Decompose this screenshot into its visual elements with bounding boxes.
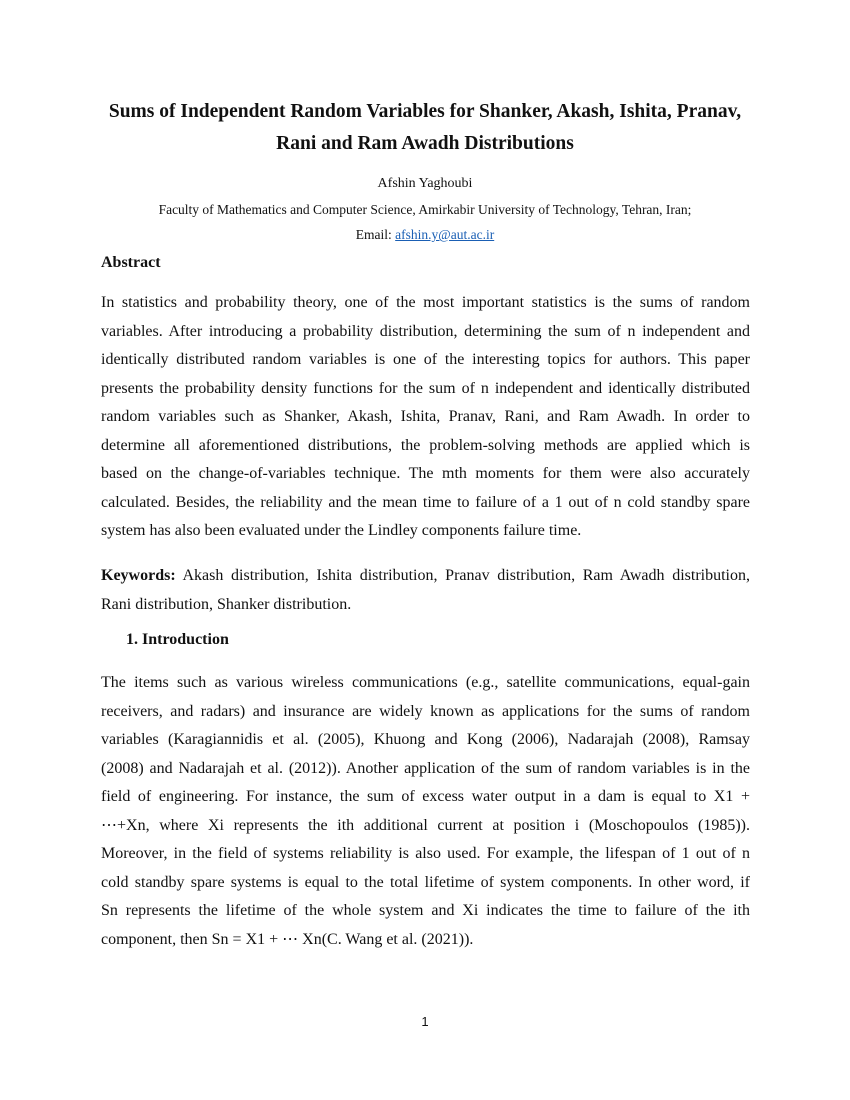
intro-line: field of engineering. For instance, the sum of excess water output in a dam is equal to X1 + xyxy=(101,788,750,805)
author-name: Afshin Yaghoubi xyxy=(377,176,473,191)
intro-line: cold standby spare systems is equal to the total lifetime of system components. In other word, if xyxy=(101,873,750,891)
intro-line: receivers, and radars) and insurance are widely known as applications for the sums of random xyxy=(101,702,750,720)
abstract-line: determine all aforementioned distributions, the problem-solving methods are applied which is xyxy=(101,436,750,454)
intro-line: variables (Karagiannidis et al. (2005), Khuong and Kong (2006), Nadarajah (2008), Ramsay xyxy=(101,731,750,748)
keywords-text-2: Rani distribution, Shanker distribution. xyxy=(101,595,352,613)
paper-title xyxy=(60,96,790,160)
intro-line: Moreover, in the field of systems reliability is also used. For example, the lifespan of 1 out of n xyxy=(101,845,750,862)
keywords xyxy=(101,562,750,619)
abstract-line: based on the change-of-variables technique. The mth moments for them were also accurately xyxy=(101,465,750,482)
abstract-line: system has also been evaluated under the Lindley components failure time. xyxy=(101,522,582,539)
abstract-heading: Abstract xyxy=(101,254,161,271)
author-affiliation: Faculty of Mathematics and Computer Science, Amirkabir University of Technology, Tehran, Iran; xyxy=(158,202,692,217)
email-label: Email: xyxy=(355,227,396,242)
title-line-2: Rani and Ram Awadh Distributions xyxy=(276,133,574,154)
abstract-line: presents the probability density functions for the sum of n independent and identically distributed xyxy=(101,379,750,397)
email-link[interactable]: afshin.y@aut.ac.ir xyxy=(395,227,495,242)
abstract-line: identically distributed random variables is one of the interesting topics for authors. This paper xyxy=(101,351,750,368)
introduction-heading: 1. Introduction xyxy=(126,631,229,648)
intro-line: The items such as various wireless communications (e.g., satellite communications, equal-gain xyxy=(101,674,750,691)
keywords-line-1 xyxy=(101,562,750,591)
abstract-line: In statistics and probability theory, one of the most important statistics is the sums of random xyxy=(101,294,750,311)
intro-line: (2008) and Nadarajah et al. (2012)). Another application of the sum of random variables is in the xyxy=(101,759,750,777)
abstract-line: random variables such as Shanker, Akash, Ishita, Pranav, Rani, and Ram Awadh. In order to xyxy=(101,408,750,425)
abstract-line: calculated. Besides, the reliability and the mean time to failure of a 1 out of n cold standby spare xyxy=(101,493,750,511)
page-number: 1 xyxy=(421,1014,429,1029)
introduction-body xyxy=(101,669,750,954)
intro-line: ⋯+Xn, where Xi represents the ith additional current at position i (Moschopoulos (1985)). xyxy=(101,816,750,834)
author-email xyxy=(0,227,850,243)
keywords-text-1: Akash distribution, Ishita distribution, Pranav distribution, Ram Awadh distribution, xyxy=(175,567,750,584)
abstract-line: variables. After introducing a probability distribution, determining the sum of n independent and xyxy=(101,322,750,340)
intro-line: Sn represents the lifetime of the whole system and Xi indicates the time to failure of the ith xyxy=(101,902,750,919)
title-line-1: Sums of Independent Random Variables for Shanker, Akash, Ishita, Pranav, xyxy=(108,101,742,122)
intro-line: component, then Sn = X1 + ⋯ Xn(C. Wang et al. (2021)). xyxy=(101,930,474,948)
abstract-body xyxy=(101,289,750,546)
keywords-label: Keywords: xyxy=(101,567,176,584)
